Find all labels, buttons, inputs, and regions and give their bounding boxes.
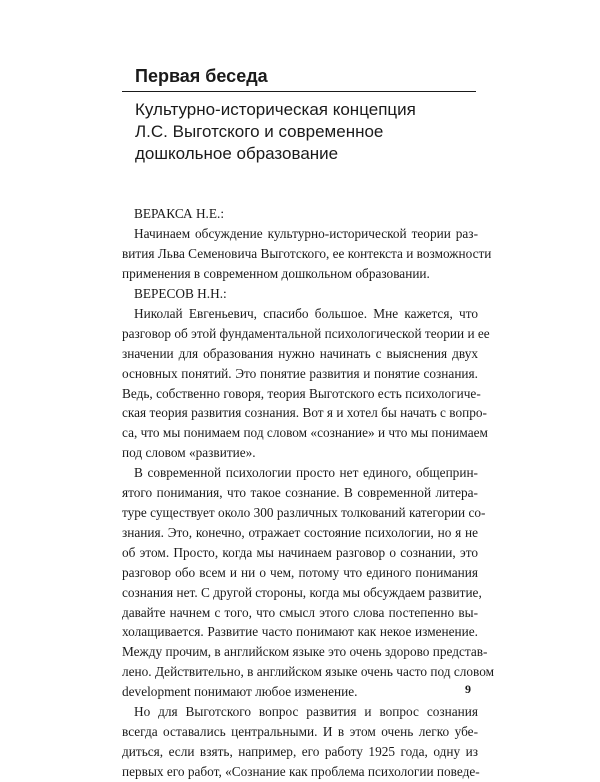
text-line: Но для Выготского вопрос развития и вопрос сознания xyxy=(134,704,478,720)
speaker-name: ВЕРЕСОВ Н.Н.: xyxy=(134,286,227,301)
subtitle-line: Л.С. Выготского и современное xyxy=(135,122,384,141)
paragraph xyxy=(122,463,495,702)
speaker-block xyxy=(122,284,495,782)
text-line: всегда оставались центральными. И в этом очень легко убе- xyxy=(122,723,478,739)
chapter-subtitle xyxy=(135,99,416,165)
text-line: разговор об этой фундаментальной психологической теории и ее xyxy=(122,325,490,341)
paragraph xyxy=(122,224,492,284)
text-line: первых его работ, «Сознание как проблема психологии поведе- xyxy=(122,763,480,779)
text-line: значении для образования нужно начинать с выяснения двух xyxy=(122,345,478,361)
text-line: основных понятий. Это понятие развития и понятие сознания. xyxy=(122,365,478,381)
title-divider xyxy=(122,91,476,92)
subtitle-line: дошкольное образование xyxy=(135,144,339,163)
subtitle-line: Культурно-историческая концепция xyxy=(135,100,416,119)
text-line: ская теория развития сознания. Вот я и хотел бы начать с вопро- xyxy=(122,405,487,421)
text-line: ятого понимания, что такое сознание. В современной литера- xyxy=(122,485,478,501)
speaker-block xyxy=(122,204,492,284)
text-line: вития Льва Семеновича Выготского, ее контекста и возможности xyxy=(122,245,492,261)
paragraph xyxy=(122,304,490,463)
text-line: development понимают любое изменение. xyxy=(122,684,358,700)
text-line: Начинаем обсуждение культурно-исторической теории раз- xyxy=(134,225,478,241)
text-line: применения в современном дошкольном образовании. xyxy=(122,265,430,281)
speaker-name: ВЕРАКСА Н.Е.: xyxy=(134,206,225,221)
chapter-title: Первая беседа xyxy=(135,66,268,86)
text-line: Николай Евгеньевич, спасибо большое. Мне кажется, что xyxy=(134,305,478,321)
text-line: лено. Действительно, в английском языке очень часто под словом xyxy=(122,664,495,680)
text-line: сознания нет. С другой стороны, когда мы обсуждаем развитие, xyxy=(122,584,482,600)
text-line: разговор обо всем и ни о чем, потому что единого понимания xyxy=(122,564,478,580)
text-line: са, что мы понимаем под словом «сознание» и что мы понимаем xyxy=(122,425,488,441)
page-number: 9 xyxy=(465,682,471,696)
text-line: диться, если взять, например, его работу 1925 года, одну из xyxy=(122,743,478,759)
text-line: об этом. Просто, когда мы начинаем разговор о сознании, это xyxy=(122,544,478,560)
text-line: холащивается. Развитие часто понимают как некое изменение. xyxy=(122,624,478,640)
text-line: Между прочим, в английском языке это очень здорово представ- xyxy=(122,644,488,660)
text-line: туре существует около 300 различных толкований категории со- xyxy=(122,504,486,520)
text-line: В современной психологии просто нет единого, общеприн- xyxy=(134,465,478,481)
text-line: знания. Это, конечно, отражает состояние психологии, но я не xyxy=(122,524,478,540)
text-line: под словом «развитие». xyxy=(122,445,256,461)
text-line: давайте начнем с того, что смысл этого слова постепенно вы- xyxy=(122,604,478,620)
paragraph xyxy=(122,702,478,782)
text-line: Ведь, собственно говоря, теория Выготского есть психологиче- xyxy=(122,385,481,401)
